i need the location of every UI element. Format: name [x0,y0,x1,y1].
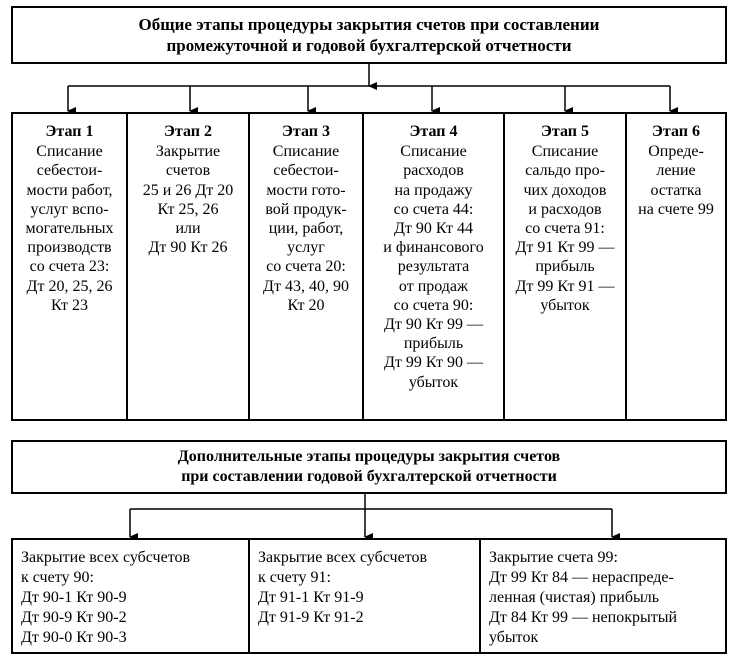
stage-title: Этап 2 [164,123,212,140]
extra-line: Дт 90-1 Кт 90-9 [21,589,127,606]
extra-stage-1-box [11,538,250,654]
extra-stage-3-box [479,538,727,654]
stage-line: Закрытие [155,143,221,161]
extra-line: Дт 99 Кт 84 — нераспреде- [489,569,674,586]
stage-title: Этап 4 [409,123,458,140]
extra-line: Дт 84 Кт 99 — непокрытый [489,609,678,626]
stage-line: услуг [287,239,325,257]
stage-line: Кт 25, 26 [157,200,219,218]
extra-line: Дт 91-1 Кт 91-9 [258,589,364,606]
extra-line: к счету 91: [258,569,331,586]
stage-title: Этап 6 [652,123,700,140]
stage-line: себестои- [36,162,103,180]
stage-line: Дт 91 Кт 99 — [515,239,615,257]
stage-line: остатка [650,181,702,199]
stage-line: результата [397,258,470,276]
stage-line: Списание [531,143,599,161]
stage-line: 25 и 26 Дт 20 [142,181,234,199]
stage-1-box [11,112,128,421]
stage-line: Дт 90 Кт 26 [148,239,228,257]
stage-title: Этап 5 [541,123,589,140]
stage-line: Дт 43, 40, 90 [263,277,349,295]
stage-line: на счете 99 [638,200,714,218]
stage-line: или [175,220,201,238]
stage-line: счетов [165,162,211,180]
stage-line: Дт 20, 25, 26 [26,277,113,295]
extra-line: Дт 90-9 Кт 90-2 [21,609,127,626]
stage-line: ции, работ, [268,220,344,238]
stage-4-box [362,112,505,421]
stage-line: убыток [540,296,590,314]
stage-line: мости гото- [266,181,346,199]
stage-line: вой продук- [265,200,347,218]
extra-line: Дт 90-0 Кт 90-3 [21,629,127,646]
stage-title: Этап 1 [45,123,94,140]
stage-line: убыток [408,373,459,391]
stage-title: Этап 3 [282,123,330,140]
stage-line: мости работ, [26,181,113,199]
stage-line: прибыль [403,335,464,353]
stage-line: на продажу [394,181,473,199]
stage-line: Дт 99 Кт 90 — [384,354,483,372]
stage-5-box [503,112,627,421]
top-header-box [11,6,727,64]
stage-line: Дт 90 Кт 44 [394,220,473,238]
extra-line: ленная (чистая) прибыль [489,589,659,606]
stage-line: производств [27,239,112,257]
stage-line: от продаж [398,277,469,295]
extra-line: Закрытие всех субсчетов [258,549,428,566]
stage-line: ление [656,162,696,180]
stage-3-box [248,112,364,421]
stage-line: Дт 99 Кт 91 — [515,277,615,295]
stage-line: Списание [400,143,467,161]
stage-line: со счета 44: [393,200,474,218]
stage-line: Кт 23 [50,296,89,314]
extra-line: Закрытие всех субсчетов [21,549,191,566]
stage-line: Списание [272,143,340,161]
extra-line: убыток [489,629,539,646]
extra-line: Закрытие счета 99: [489,549,618,566]
stage-line: себестои- [273,162,339,180]
top-header-line: промежуточной и годовой бухгалтерской отчетности [166,36,572,55]
stage-line: услуг вспо- [30,200,109,218]
extra-line: Дт 91-9 Кт 91-2 [258,609,364,626]
stage-line: могательных [25,220,114,238]
stage-line: Опреде- [648,143,704,161]
stage-line: со счета 91: [525,220,605,238]
extra-line: к счету 90: [21,569,94,586]
stage-line: чих доходов [523,181,607,199]
bottom-header-line: Дополнительные этапы процедуры закрытия счетов [177,448,561,465]
stage-line: со счета 20: [266,258,346,276]
stage-line: со счета 90: [393,296,474,314]
stage-line: со счета 23: [29,258,110,276]
bottom-header-box [11,440,727,494]
bottom-header-line: при составлении годовой бухгалтерской отчетности [181,468,557,485]
stage-line: прибыль [535,258,595,276]
stage-6-box [625,112,727,421]
stage-line: Списание [36,143,103,161]
stage-line: расходов [403,162,464,180]
stage-line: Дт 90 Кт 99 — [384,316,483,334]
stage-line: Кт 20 [287,296,325,314]
stage-line: и расходов [528,200,602,218]
stage-line: и финансового [383,239,484,257]
extra-stage-2-box [248,538,481,654]
top-header-line: Общие этапы процедуры закрытия счетов при составлении [138,15,600,34]
stage-line: сальдо про- [525,162,605,180]
stage-2-box [126,112,250,421]
